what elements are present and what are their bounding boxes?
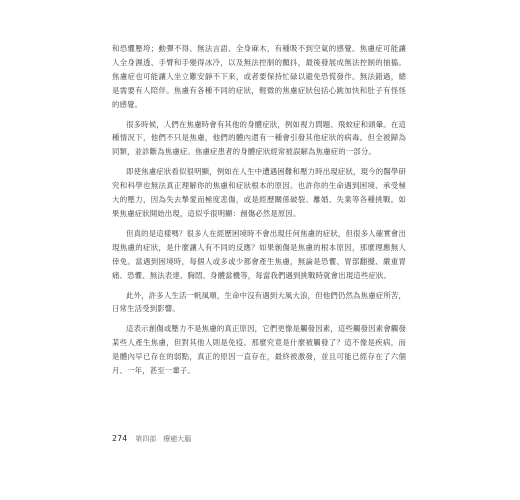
paragraph: 即使焦慮症狀看似很明顯，例如在人生中遭遇困難和壓力時出現症狀，現今的醫學研究和科學也無法真正理解你的焦慮和症狀根本的原因。也許你的生命遇到困境、承受極大的壓力，因為失去摯愛而極度悲傷，或是經歷關係破裂、離婚、失業等各種挑戰。如果焦慮症狀開始出現，這似乎很明顯：創傷必然是原因。 xyxy=(112,167,406,218)
page-footer xyxy=(112,434,191,444)
page-body xyxy=(112,42,406,384)
paragraph: 此外，許多人生活一帆風順，生命中沒有遇到大風大浪，但他們仍然為焦慮症所苦，日常生活受到影響。 xyxy=(112,290,406,314)
paragraph: 和恐懼壓垮；動彈不得、無法言語、全身麻木，有種吸不到空氣的感覺。焦慮症可能讓人全身濕透、手臂和手變得冰冷，以及無法控制的顫抖，最後發展成無法控制的抽搐。焦慮症也可能讓人坐立難安靜不下來，或者要保持忙碌以避免恐慌發作。無法錯過，總是需要有人陪伴。焦慮有各種不同的症狀，輕微的焦慮症狀包括心跳加快和肚子有怪怪的感覺。 xyxy=(112,44,406,109)
paragraph: 這表示創傷或壓力不是焦慮的真正原因，它們更像是觸發因素，這些觸發因素會觸發某些人產生焦慮，但對其他人則是免疫。那麼究竟是什麼被觸發了？這不像是疾病，而是體內早已存在的弱點，真正的原因一直存在，最終被激發，並且可能已經存在了六個月、一年，甚至一輩子。 xyxy=(112,324,406,376)
paragraph: 但真的是這樣嗎？很多人在經歷困境時不會出現任何焦慮的症狀，但很多人確實會出現焦慮的症狀，是什麼讓人有不同的反應？如果創傷是焦慮的根本原因，那麼理應無人倖免。當遇到困境時，每個人或多或少都會產生焦慮，無論是恐懼、胃部翻攪、嚴重胃痛、恐懼、無法表達、胸悶、身體當機等，每當我們遇到挑戰時就會出現這些症狀。 xyxy=(112,228,406,280)
running-section-title: 第四部 療癒大腦 xyxy=(135,435,192,443)
paragraph: 很多時候，人們在焦慮時會有其他的身體症狀，例如視力問題、飛蚊症和頭暈。在這種情況下，他們不只是焦慮，他們的體內還有一種會引發其他症狀的病毒。但全被歸為同類，並診斷為焦慮症。焦慮症患者的身體症狀經常被誤解為焦慮症的一部分。 xyxy=(112,119,406,157)
page-number: 274 xyxy=(112,434,128,443)
